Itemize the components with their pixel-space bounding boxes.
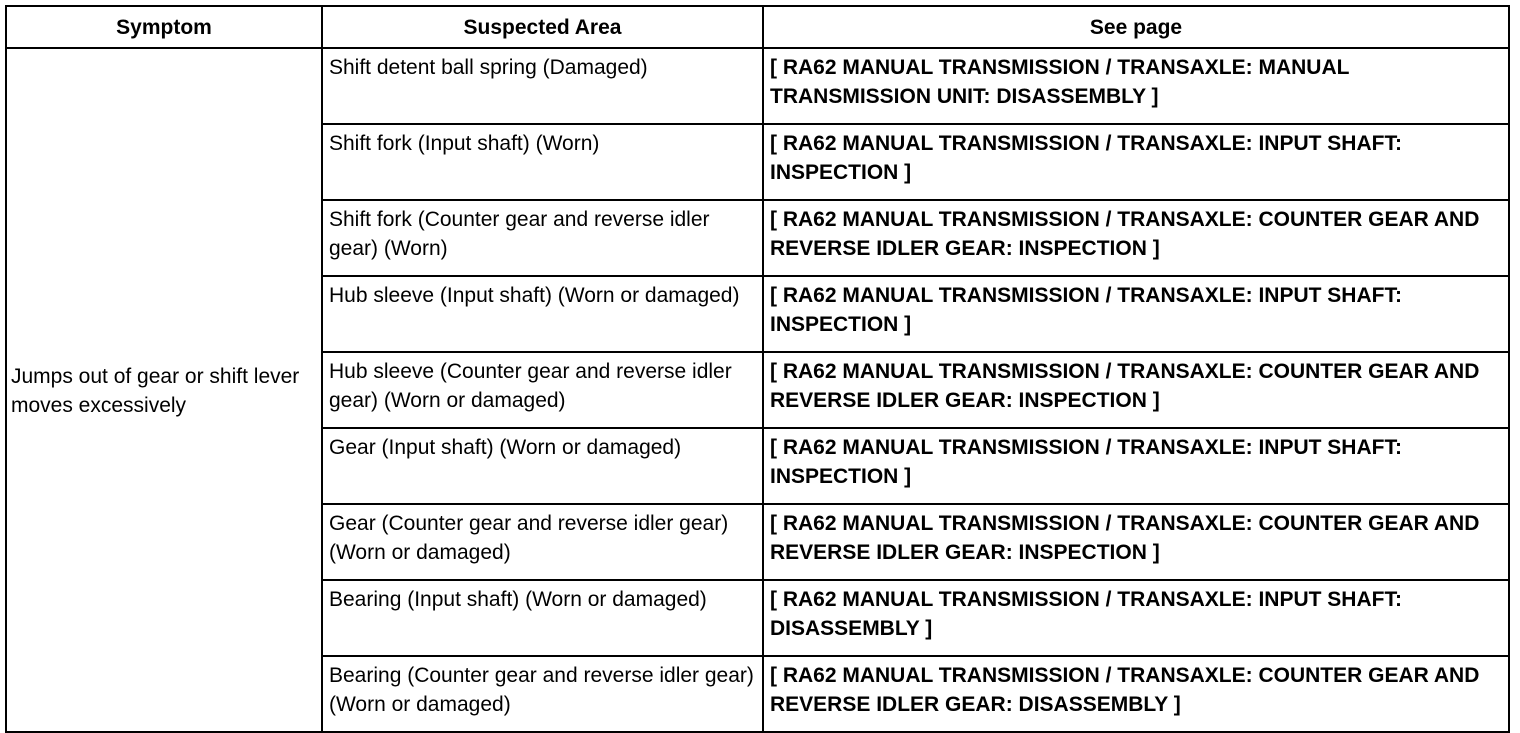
suspected-area-cell: Gear (Input shaft) (Worn or damaged) [322,428,763,504]
see-page-link[interactable]: [ RA62 MANUAL TRANSMISSION / TRANSAXLE: INPUT SHAFT: INSPECTION ] [763,124,1509,200]
see-page-link[interactable]: [ RA62 MANUAL TRANSMISSION / TRANSAXLE: INPUT SHAFT: DISASSEMBLY ] [763,580,1509,656]
suspected-area-cell: Gear (Counter gear and reverse idler gear) (Worn or damaged) [322,504,763,580]
see-page-link[interactable]: [ RA62 MANUAL TRANSMISSION / TRANSAXLE: COUNTER GEAR AND REVERSE IDLER GEAR: INSPECTION ] [763,200,1509,276]
header-row [6,6,1509,48]
suspected-area-cell: Bearing (Counter gear and reverse idler gear) (Worn or damaged) [322,656,763,732]
see-page-link[interactable]: [ RA62 MANUAL TRANSMISSION / TRANSAXLE: COUNTER GEAR AND REVERSE IDLER GEAR: DISASSEMBLY ] [763,656,1509,732]
suspected-area-cell: Hub sleeve (Counter gear and reverse idler gear) (Worn or damaged) [322,352,763,428]
symptom-cell: Jumps out of gear or shift lever moves excessively [6,48,322,732]
table-row [6,48,1509,124]
troubleshooting-table [5,5,1510,733]
see-page-link[interactable]: [ RA62 MANUAL TRANSMISSION / TRANSAXLE: COUNTER GEAR AND REVERSE IDLER GEAR: INSPECTION ] [763,504,1509,580]
header-suspected-area: Suspected Area [322,6,763,48]
see-page-link[interactable]: [ RA62 MANUAL TRANSMISSION / TRANSAXLE: INPUT SHAFT: INSPECTION ] [763,276,1509,352]
header-symptom: Symptom [6,6,322,48]
suspected-area-cell: Shift fork (Counter gear and reverse idler gear) (Worn) [322,200,763,276]
header-see-page: See page [763,6,1509,48]
see-page-link[interactable]: [ RA62 MANUAL TRANSMISSION / TRANSAXLE: INPUT SHAFT: INSPECTION ] [763,428,1509,504]
see-page-link[interactable]: [ RA62 MANUAL TRANSMISSION / TRANSAXLE: MANUAL TRANSMISSION UNIT: DISASSEMBLY ] [763,48,1509,124]
see-page-link[interactable]: [ RA62 MANUAL TRANSMISSION / TRANSAXLE: COUNTER GEAR AND REVERSE IDLER GEAR: INSPECTION ] [763,352,1509,428]
suspected-area-cell: Shift fork (Input shaft) (Worn) [322,124,763,200]
suspected-area-cell: Hub sleeve (Input shaft) (Worn or damaged) [322,276,763,352]
suspected-area-cell: Bearing (Input shaft) (Worn or damaged) [322,580,763,656]
suspected-area-cell: Shift detent ball spring (Damaged) [322,48,763,124]
